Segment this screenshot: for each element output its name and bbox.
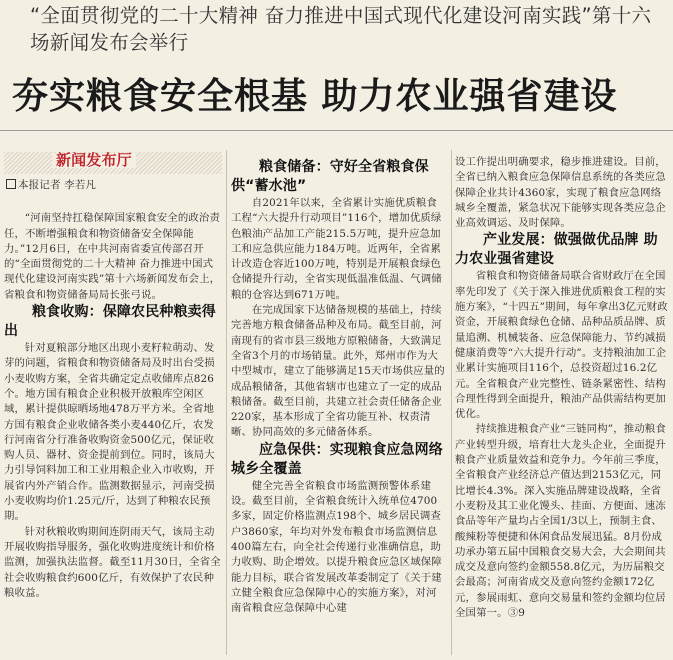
article-column-2 — [231, 158, 447, 616]
subheading-industry — [455, 231, 669, 269]
kicker-headline: “全面贯彻党的二十大精神 奋力推进中国式现代化建设河南实践”第十六场新闻发布会举行 — [30, 4, 652, 54]
subheading-text: 守好全省粮食保供“蓄水池” — [231, 159, 429, 194]
subheading-grain-purchase: 粮食收购：保障农民种粮卖得出 — [4, 304, 216, 340]
subheading-emergency-supply: 应急保供：实现粮食应急网络城乡全覆盖 — [231, 441, 443, 477]
lead-paragraph: “河南坚持扛稳保障国家粮食安全的政治责任，不断增强粮食和物资储备安全保障能力。”12月6日，在中共河南省委宣传部召开的“全面贯彻党的二十大精神 奋力推进中国式现代化建设河南实践”第十六场新闻发布会上，省粮食和物资储备局局长张弓说。 — [4, 212, 221, 301]
main-headline: 夯实粮食安全根基 助力农业强省建设 — [12, 75, 618, 117]
paragraph: 设工作提出明确要求，稳步推进建设。目前，全省已纳入粮食应急保障信息系统的各类应急保障企业共计4360家，实现了粮食应急网络城乡全覆盖，紧急状况下能够实现各类应急企业高效调运、及时保障。 — [455, 156, 666, 230]
headline-divider — [0, 130, 673, 131]
article-column-3 — [455, 155, 669, 621]
section-banner-label: 新闻发布厅 — [52, 153, 136, 168]
paragraph: 自2021年以来，全省累计实施优质粮食工程“六大提升行动项目”116个，增加优质绿色粮油产品加工产能215.5万吨，提升应急加工和应急供应能力184万吨。近两年，全省累计改造仓容近100万吨，特别是开展粮食绿色仓储提升行动，全省实现低温准低温、气调储粮的仓容达到671万吨。 — [231, 197, 442, 301]
article-column-1 — [4, 152, 222, 601]
subheading-prefix: 粮食储备： — [259, 159, 330, 175]
column-divider — [226, 150, 227, 655]
paragraph: 持续推进粮食产业“三链同构”，推动粮食产业转型升级，培育壮大龙头企业，全面提升粮食产业质量效益和竞争力。今年前三季度，全省粮食产业经济总产值达到2153亿元，同比增长4.3%。深入实施品牌建设战略，全省小麦粉及其工业化馒头、挂面、方便面、速冻食品等年产量均占全国1/3以上，预制主食、酸辣粉等便捷和休闲食品发展迅猛。8月份成功承办第五届中国粮食交易大会，大会期间共成交及意向签约金额558.8亿元，为历届粮交会最高；河南省成交及意向签约金额172亿元，参展雨虹、意向交易量和签约金额均位居全国第一。③9 — [455, 423, 666, 620]
paragraph: 健全完善全省粮食市场监测预警体系建设。截至目前，全省粮食统计入统单位4700多家，固定价格监测点198个、城乡居民调查户3860家，年均对外发布粮食市场监测信息400篇左右，向全社会传递行业准确信息，助力收购、助企增效。以提升粮食应急区域保障能力目标，联合省发展改革委制定了《关于建立健全粮食应急保障中心的实施方案》，对河南省粮食应急保障中心建 — [231, 479, 442, 615]
subheading-prefix: 产业发展： — [483, 232, 554, 249]
paragraph: 针对秋粮收购期间连阴雨天气，该局主动开展收购指导服务，强化收购进度统计和价格监测，加强执法监督。截至11月30日，全省全社会收购粮食约600亿斤，有效保护了农民种粮收益。 — [4, 525, 221, 599]
byline — [6, 178, 222, 193]
subheading-text: 做强做优品牌 助力农业强省建设 — [455, 232, 658, 268]
paragraph: 在完成国家下达储备规模的基础上，持续完善地方粮食储备品种及布局。截至目前，河南现有的省市县三级地方原粮储备，大致满足全省3个月的市场销量。此外，郑州市作为大中型城市，建立了能够满足15天市场供应量的成品粮储备，其他省辖市也建立了一定的成品粮储备。截至目前，共建立社会责任储备企业220家，基本形成了全省功能互补、权责清晰、协同高效的多元储备体系。 — [231, 304, 445, 439]
subheading-grain-reserve — [231, 158, 447, 196]
paragraph: 省粮食和物资储备局联合省财政厅在全国率先印发了《关于深入推进优质粮食工程的实施方案》，“十四五”期间，每年拿出3亿元财政资金，开展粮食绿色仓储、品种品质品牌、质量追溯、机械装备、应急保障能力、节约减损健康消费等“六大提升行动”。支持粮油加工企业累计实施项目116个，总投资超过16.2亿元。全省粮食产业完整性、链条紧密性、结构合理性得到全面提升，粮油产品供需结构更加优化。 — [455, 270, 668, 421]
column-divider — [451, 150, 452, 655]
checkbox-icon — [6, 179, 16, 189]
section-banner — [4, 152, 222, 174]
paragraph: 针对夏粮部分地区出现小麦籽粒萌动、发芽的问题，省粮食和物资储备局及时出台受损小麦收购方案，全省共确定定点收储库点826个。地方国有粮食企业积极开放粮库空闲区域，累计提供晾晒场地478万平方米。全省地方国有粮食企业收储各类小麦440亿斤，农发行河南省分行准备收购资金500亿元，保证收购人员、器材、资金提前到位。同时，该局大力引导饲料加工和工业用粮企业入市收购，开展省内外产销合作。监测数据显示，河南受损小麦收购均价1.25元/斤，达到了种粮农民预期。 — [4, 342, 215, 523]
byline-text: 本报记者 李若凡 — [18, 179, 97, 191]
